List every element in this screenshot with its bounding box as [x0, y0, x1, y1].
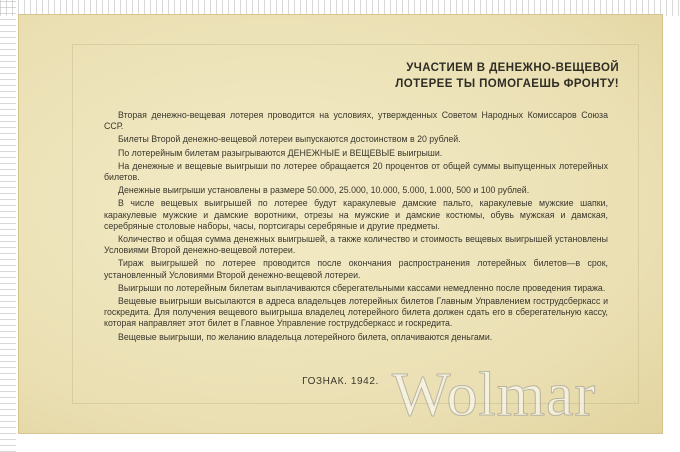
- watermark-logo: Wolmar: [392, 361, 597, 429]
- scan-ruler-left: [0, 0, 16, 452]
- paragraph: Тираж выигрышей по лотерее проводится после окончания распространения лотерейных билетов—в срок, установленный Условиями Второй денежно-вещевой лотереи.: [104, 258, 608, 280]
- slogan-line-1: УЧАСТИЕМ В ДЕНЕЖНО-ВЕЩЕВОЙ: [406, 62, 619, 74]
- slogan-line-2: ЛОТЕРЕЕ ТЫ ПОМОГАЕШЬ ФРОНТУ!: [395, 78, 619, 90]
- paragraph: Количество и общая сумма денежных выигрышей, а также количество и стоимость вещевых выигрышей установлены Условиями Второй денежно-вещевой лотереи.: [104, 234, 608, 256]
- printer-imprint: ГОЗНАК. 1942.: [302, 376, 379, 387]
- paragraph: На денежные и вещевые выигрыши по лотерее обращается 20 процентов от общей суммы выпущенных лотерейных билетов.: [104, 160, 608, 183]
- paragraph: В числе вещевых выигрышей по лотерее будут каракулевые дамские пальто, каракулевые мужские шапки, каракулевые мужские и дамские воротники, отрезы на мужские и дамские костюмы, обувь мужская и дамская, серебряные столовые наборы, часы, портсигары серебряные и другие предметы.: [104, 198, 608, 231]
- paragraph: Вещевые выигрыши высылаются в адреса владельцев лотерейных билетов Главным Управлением гострудсберкасс и госкредита. Для получения вещевого выигрыша владелец лотерейного билета должен сдать его в сберегательную кассу, которая направляет этот билет в Главное Управление гострудсберкасс и госкредита.: [104, 296, 608, 329]
- paragraph: Выигрыши по лотерейным билетам выплачиваются сберегательными кассами немедленно после проведения тиража.: [118, 282, 606, 293]
- paragraph: Вторая денежно-вещевая лотерея проводится на условиях, утвержденных Советом Народных Комиссаров Союза ССР.: [104, 110, 608, 132]
- paragraph: Вещевые выигрыши, по желанию владельца лотерейного билета, оплачиваются деньгами.: [118, 331, 493, 342]
- slogan: [395, 60, 619, 92]
- conditions-text: [104, 110, 608, 345]
- paragraph: По лотерейным билетам разыгрываются ДЕНЕЖНЫЕ и ВЕЩЕВЫЕ выигрыши.: [118, 147, 443, 158]
- paragraph: Денежные выигрыши установлены в размере 50.000, 25.000, 10.000, 5.000, 1.000, 500 и 100 рублей.: [118, 185, 530, 196]
- paragraph: Билеты Второй денежно-вещевой лотереи выпускаются достоинством в 20 рублей.: [118, 134, 461, 145]
